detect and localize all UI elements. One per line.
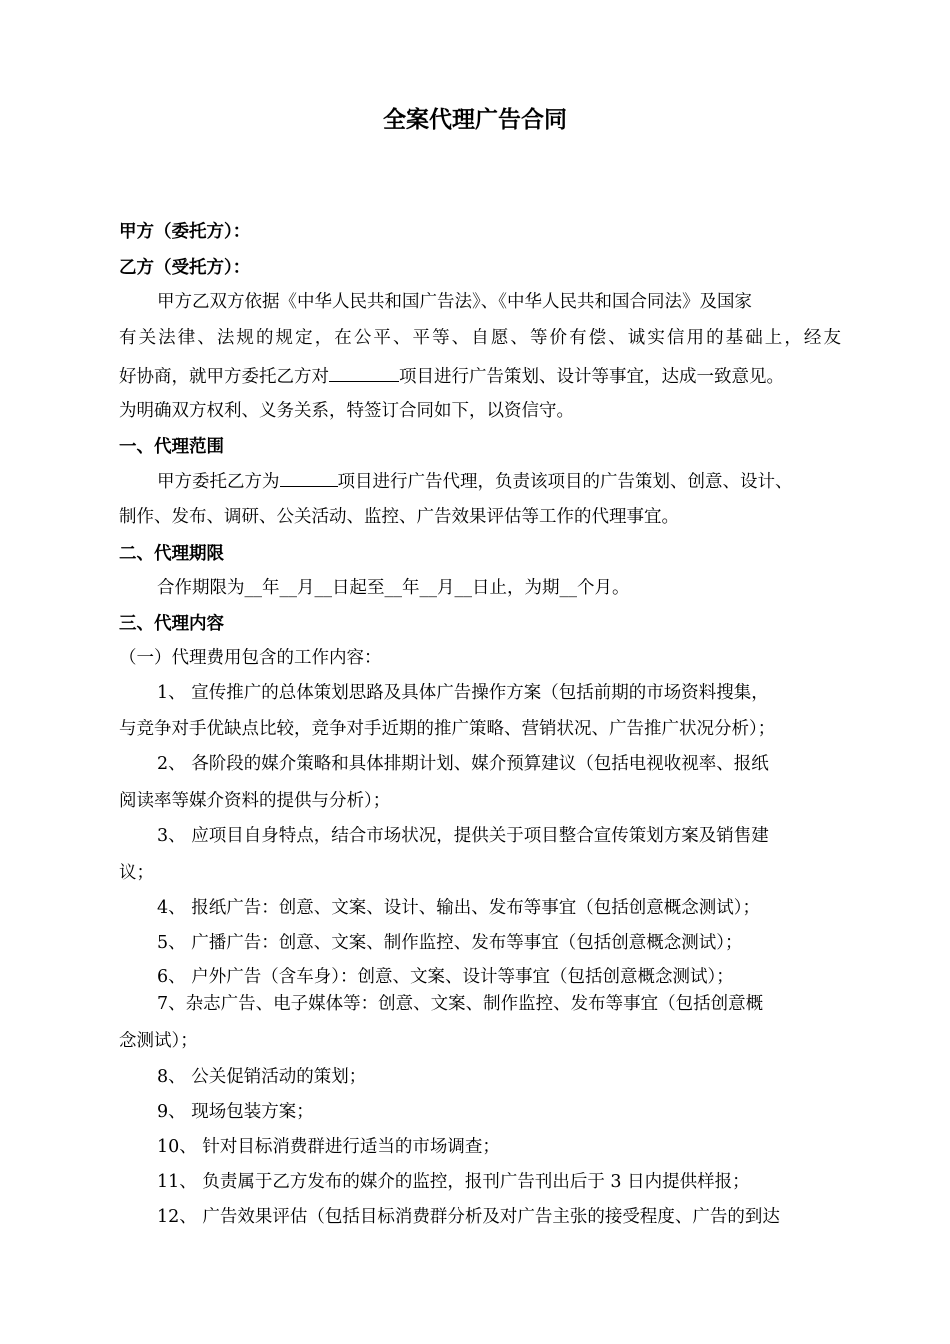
- item-6: 6、 户外广告（含车身）：创意、文案、设计等事宜（包括创意概念测试）；: [157, 967, 734, 987]
- project-name-blank: [329, 364, 399, 382]
- item-8: 8、 公关促销活动的策划；: [157, 1067, 367, 1087]
- section-2-line-1: 合作期限为__年__月__日起至__年__月__日止，为期__个月。: [157, 578, 630, 598]
- item-10: 10、 针对目标消费群进行适当的市场调查；: [157, 1137, 500, 1157]
- item-7-line-2: 念测试）；: [119, 1031, 198, 1051]
- project-blank: [280, 469, 338, 487]
- party-a-label: 甲方（委托方）：: [119, 222, 251, 242]
- item-3-line-1: 3、 应项目自身特点，结合市场状况，提供关于项目整合宣传策划方案及销售建: [157, 826, 769, 846]
- intro-line-2: 有关法律、法规的规定，在公平、平等、自愿、等价有偿、诚实信用的基础上，经友: [119, 328, 841, 348]
- item-5: 5、 广播广告：创意、文案、制作监控、发布等事宜（包括创意概念测试）；: [157, 933, 743, 953]
- section-2-heading: 二、代理期限: [119, 544, 224, 564]
- item-1-line-1: 1、 宣传推广的总体策划思路及具体广告操作方案（包括前期的市场资料搜集，: [157, 683, 769, 703]
- contract-title: 全案代理广告合同: [383, 107, 567, 133]
- section-1-heading: 一、代理范围: [119, 437, 224, 457]
- section-3-heading: 三、代理内容: [119, 614, 224, 634]
- item-7-line-1: 7、杂志广告、电子媒体等：创意、文案、制作监控、发布等事宜（包括创意概: [157, 994, 764, 1014]
- item-11: 11、 负责属于乙方发布的媒介的监控，报刊广告刊出后于 3 日内提供样报；: [157, 1172, 750, 1192]
- item-1-line-2: 与竞争对手优缺点比较，竞争对手近期的推广策略、营销状况、广告推广状况分析）；: [119, 719, 776, 739]
- item-4: 4、 报纸广告：创意、文案、设计、输出、发布等事宜（包括创意概念测试）；: [157, 898, 760, 918]
- section-1-line-1-end: 项目进行广告代理，负责该项目的广告策划、创意、设计、: [337, 472, 793, 492]
- item-12-line-1: 12、 广告效果评估（包括目标消费群分析及对广告主张的接受程度、广告的到达: [157, 1207, 780, 1227]
- section-1-line-2: 制作、发布、调研、公关活动、监控、广告效果评估等工作的代理事宜。: [119, 507, 679, 527]
- item-2-line-2: 阅读率等媒介资料的提供与分析）；: [119, 791, 391, 811]
- intro-line-1: 甲方乙双方依据《中华人民共和国广告法》、《中华人民共和国合同法》及国家: [157, 292, 752, 312]
- section-3-subheading: （一）代理费用包含的工作内容：: [119, 648, 382, 668]
- intro-line-4: 为明确双方权利、义务关系，特签订合同如下，以资信守。: [119, 401, 574, 421]
- item-2-line-1: 2、 各阶段的媒介策略和具体排期计划、媒介预算建议（包括电视收视率、报纸: [157, 754, 769, 774]
- section-1-line-1: [157, 469, 793, 493]
- intro-line-3-start: 好协商，就甲方委托乙方对: [119, 367, 329, 387]
- intro-line-3: [119, 364, 784, 388]
- party-b-label: 乙方（受托方）：: [119, 258, 251, 278]
- section-1-line-1-start: 甲方委托乙方为: [157, 472, 280, 492]
- intro-line-3-end: 项目进行广告策划、设计等事宜，达成一致意见。: [399, 367, 784, 387]
- item-3-line-2: 议；: [119, 863, 154, 883]
- item-9: 9、 现场包装方案；: [157, 1102, 314, 1122]
